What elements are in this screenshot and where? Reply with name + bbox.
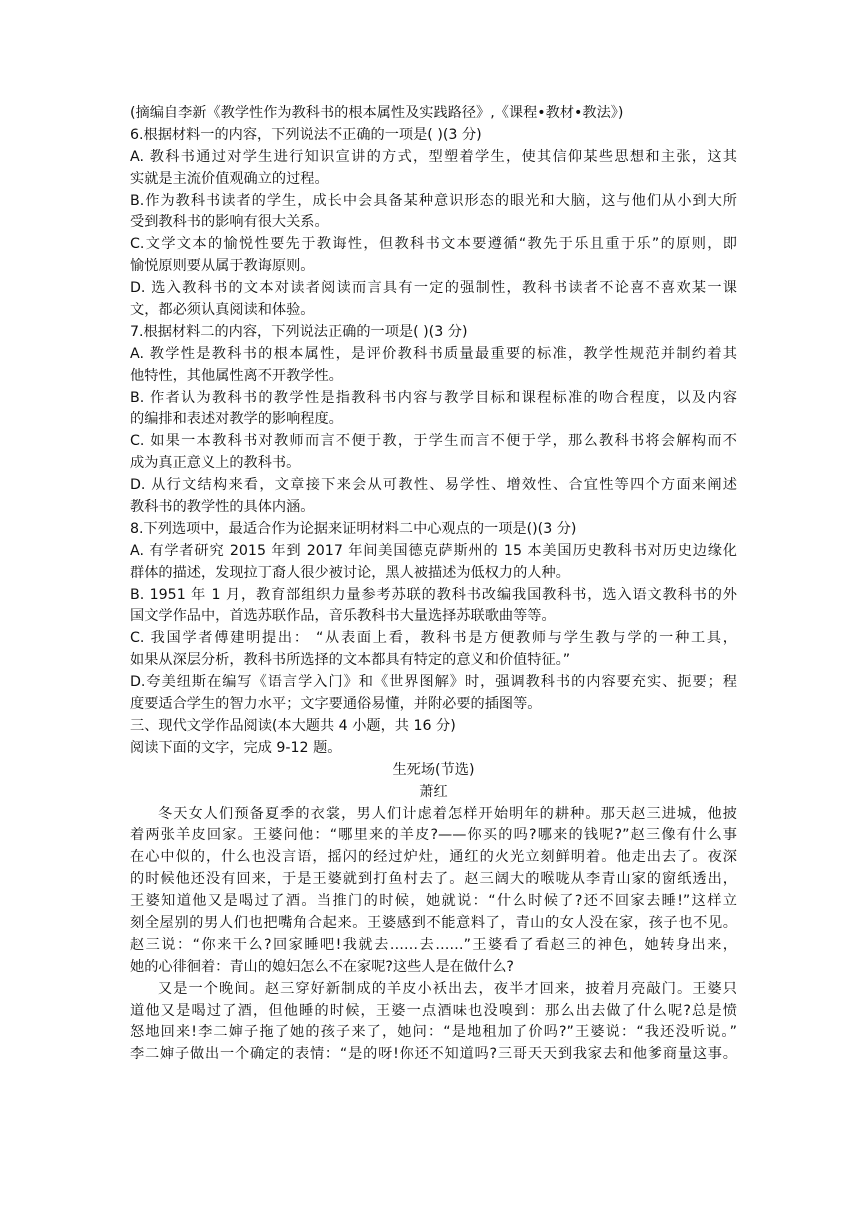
question-8-option-d: D.夸美纽斯在编写《语言学入门》和《世界图解》时，强调教科书的内容要充实、扼要；程 [130,674,737,691]
document-page [130,103,737,1066]
question-8-option-b-cont: 国文学作品中，首选苏联作品，音乐教科书大量选择苏联歌曲等等。 [130,608,556,625]
question-6-stem: 6.根据材料一的内容，下列说法不正确的一项是( )(3 分) [130,126,482,143]
question-6-option-d-cont: 文，都必须认真阅读和体验。 [130,302,315,319]
story-author: 萧红 [419,783,448,800]
story-paragraph-1-line-6: 刻全屋别的男人们也把嘴角合起来。王婆感到不能意料了，青山的女人没在家，孩子也不见。 [130,914,737,931]
question-7-stem: 7.根据材料二的内容，下列说法正确的一项是( )(3 分) [130,323,468,340]
story-paragraph-1-line-8: 她的心徘徊着：青山的媳妇怎么不在家呢?这些人是在做什么? [130,958,514,975]
story-title: 生死场(节选) [392,761,475,778]
question-6-option-c-cont: 愉悦原则要从属于教诲原则。 [130,258,315,275]
question-7-option-c-cont: 成为真正意义上的教科书。 [130,455,301,472]
section-3-instruction: 阅读下面的文字，完成 9-12 题。 [130,739,342,756]
story-paragraph-1-line-7: 赵三说：“你来干么?回家睡吧!我就去……去……”王婆看了看赵三的神色，她转身出来， [130,936,737,953]
question-7-option-d-cont: 教科书的教学性的具体内涵。 [130,499,315,516]
question-8-option-a-cont: 群体的描述，发现拉丁裔人很少被讨论，黑人被描述为低权力的人种。 [130,564,570,581]
question-8-option-c-cont: 如果从深层分析，教科书所选择的文本都具有特定的意义和价值特征。” [130,652,571,669]
question-6-option-b-cont: 受到教科书的影响有很大关系。 [130,214,329,231]
source-note: (摘编自李新《教学性作为教科书的根本属性及实践路径》,《课程•教材•教法》) [130,105,624,121]
question-7-option-c: C. 如果一本教科书对教师而言不便于教，于学生而言不便于学，那么教科书将会解构而不 [130,433,737,450]
story-paragraph-1-line-5: 王婆知道他又是喝过了酒。当推门的时候，她就说：“什么时候了?还不回家去睡!”这样立 [130,893,737,910]
story-paragraph-2-line-3: 怒地回来!李二婶子拖了她的孩子来了，她问：“是地租加了价吗?”王婆说：“我还没听说。” [130,1024,737,1041]
question-6-option-a-cont: 实就是主流价值观确立的过程。 [130,170,329,187]
story-paragraph-1-line-3: 在心中似的，什么也没言语，摇闪的经过炉灶，通红的火光立刻鲜明着。他走出去了。夜深 [130,849,737,866]
question-7-option-d: D. 从行文结构来看，文章接下来会从可教性、易学性、增效性、合宜性等四个方面来阐述 [130,477,737,494]
question-6-option-c: C.文学文本的愉悦性要先于教诲性，但教科书文本要遵循“教先于乐且重于乐”的原则，即 [130,236,737,253]
story-paragraph-1-line-2: 着两张羊皮回家。王婆问他：“哪里来的羊皮?——你买的吗?哪来的钱呢?”赵三像有什么事 [130,827,737,844]
story-paragraph-1-line-4: 的时候他还没有回来，于是王婆就到打鱼村去了。赵三阔大的喉咙从李青山家的窗纸透出， [130,871,737,888]
question-8-stem: 8.下列选项中，最适合作为论据来证明材料二中心观点的一项是()(3 分) [130,520,577,537]
question-7-option-a-cont: 他特性，其他属性离不开教学性。 [130,367,343,384]
story-paragraph-2-line-1: 又是一个晚间。赵三穿好新制成的羊皮小袄出去，夜半才回来，披着月亮敲门。王婆只 [158,980,737,997]
question-8-option-b: B. 1951 年 1 月，教育部组织力量参考苏联的教科书改编我国教科书，选入语文教科书的外 [130,586,737,603]
question-7-option-b: B. 作者认为教科书的教学性是指教科书内容与教学目标和课程标准的吻合程度，以及内容 [130,389,737,406]
question-6-option-b: B.作为教科书读者的学生，成长中会具备某种意识形态的眼光和大脑，这与他们从小到大所 [130,192,737,209]
question-8-option-a: A. 有学者研究 2015 年到 2017 年间美国德克萨斯州的 15 本美国历史教科书对历史边缘化 [130,542,737,559]
story-paragraph-2-line-4: 李二婶子做出一个确定的表情：“是的呀!你还不知道吗?三哥天天到我家去和他爹商量这事。 [130,1046,737,1063]
story-paragraph-2-line-2: 道他又是喝过了酒，但他睡的时候，王婆一点酒味也没嗅到：那么出去做了什么呢?总是愤 [130,1002,737,1019]
question-8-option-d-cont: 度要适合学生的智力水平；文字要通俗易懂，并附必要的插图等。 [130,696,542,713]
question-7-option-a: A. 教学性是教科书的根本属性，是评价教科书质量最重要的标准，教学性规范并制约着其 [130,345,737,362]
question-6-option-d: D. 选入教科书的文本对读者阅读而言具有一定的强制性，教科书读者不论喜不喜欢某一课 [130,280,737,297]
section-3-heading: 三、现代文学作品阅读(本大题共 4 小题，共 16 分) [130,717,456,734]
question-7-option-b-cont: 的编排和表述对教学的影响程度。 [130,411,343,428]
story-paragraph-1-line-1: 冬天女人们预备夏季的衣裳，男人们计虑着怎样开始明年的耕种。那天赵三进城，他披 [158,805,737,822]
question-8-option-c: C. 我国学者傅建明提出： “从表面上看，教科书是方便教师与学生教与学的一种工具， [130,630,737,647]
question-6-option-a: A. 教科书通过对学生进行知识宣讲的方式，型塑着学生，使其信仰某些思想和主张，这其 [130,148,737,165]
